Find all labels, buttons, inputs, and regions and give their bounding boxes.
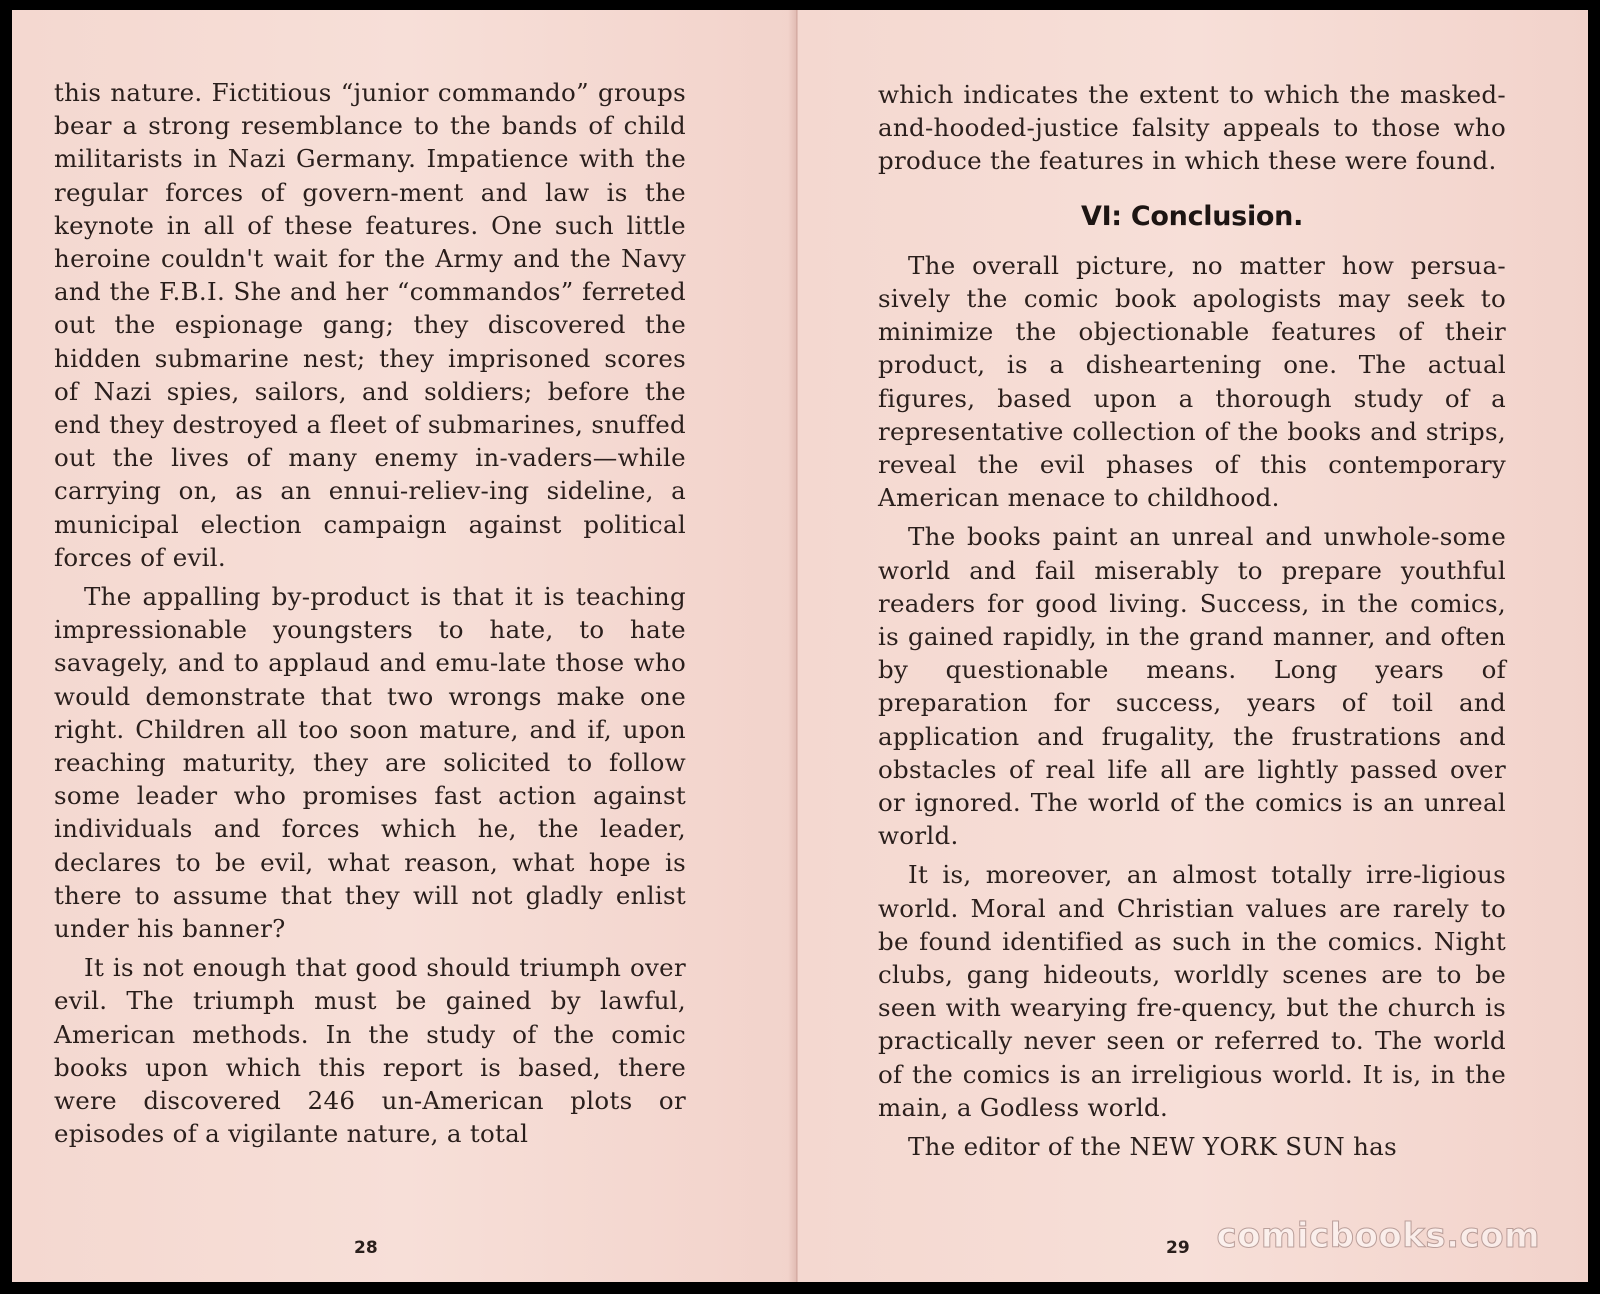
watermark-text: comicbooks.com — [1216, 1216, 1540, 1256]
right-page — [798, 10, 1588, 1282]
section-heading: VI: Conclusion. — [1080, 200, 1304, 232]
right-intro-paragraph: which indicates the extent to which the masked-and-hooded-justice falsity appeals to those who produce the features in which these were found. — [878, 80, 1506, 176]
right-paragraph-1: The overall picture, no matter how persua-sively the comic book apologists may seek to minimize the objectionable features of their product, is a disheartening one. The actual figures, based upon a thorough study of a representative collection of the books and strips, reveal the evil phases of this contemporary American menace to childhood. — [878, 250, 1506, 513]
left-paragraph-3: It is not enough that good should triumph over evil. The triumph must be gained by lawful, American methods. In the study of the comic books upon which this report is based, there were discovered 246 un-American plots or episodes of a vigilante nature, a total — [54, 953, 686, 1149]
right-paragraph-3: It is, moreover, an almost totally irre-ligious world. Moral and Christian values are rarely to be found identified as such in the comics. Night clubs, gang hideouts, worldly scenes are to be seen with wearying fre-quency, but the church is practically never seen or referred to. The world of the comics is an irreligious world. It is, in the main, a Godless world. — [878, 860, 1506, 1122]
left-page-number: 28 — [354, 1238, 378, 1258]
right-page-number: 29 — [1166, 1238, 1190, 1258]
left-page-text — [54, 76, 686, 1157]
right-page-text — [878, 78, 1506, 1169]
left-page — [12, 10, 797, 1282]
right-paragraph-2: The books paint an unreal and unwhole-some world and fail miserably to prepare youthful readers for good living. Success, in the comics, is gained rapidly, in the grand manner, and often by questionable means. Long years of preparation for success, years of toil and application and frugality, the frustrations and obstacles of real life all are lightly passed over or ignored. The world of the comics is an unreal world. — [878, 522, 1506, 851]
left-paragraph-2: The appalling by-product is that it is teaching impressionable youngsters to hate, to hate savagely, and to applaud and emu-late those who would demonstrate that two wrongs make one right. Children all too soon mature, and if, upon reaching maturity, they are solicited to follow some leader who promises fast action against individuals and forces which he, the leader, declares to be evil, what reason, what hope is there to assume that they will not gladly enlist under his banner? — [54, 582, 686, 944]
left-paragraph-1: this nature. Fictitious “junior commando” groups bear a strong resemblance to the bands of child militarists in Nazi Germany. Impatience with the regular forces of govern-ment and law is the keynote in all of these features. One such little heroine couldn't wait for the Army and the Navy and the F.B.I. She and her “commandos” ferreted out the espionage gang; they discovered the hidden submarine nest; they imprisoned scores of Nazi spies, sailors, and soldiers; before the end they destroyed a fleet of submarines, snuffed out the lives of many enemy in-vaders—while carrying on, as an ennui-reliev-ing sideline, a municipal election campaign against political forces of evil. — [54, 78, 686, 572]
book-spread — [12, 10, 1588, 1282]
right-paragraph-4: The editor of the NEW YORK SUN has — [908, 1132, 1397, 1162]
